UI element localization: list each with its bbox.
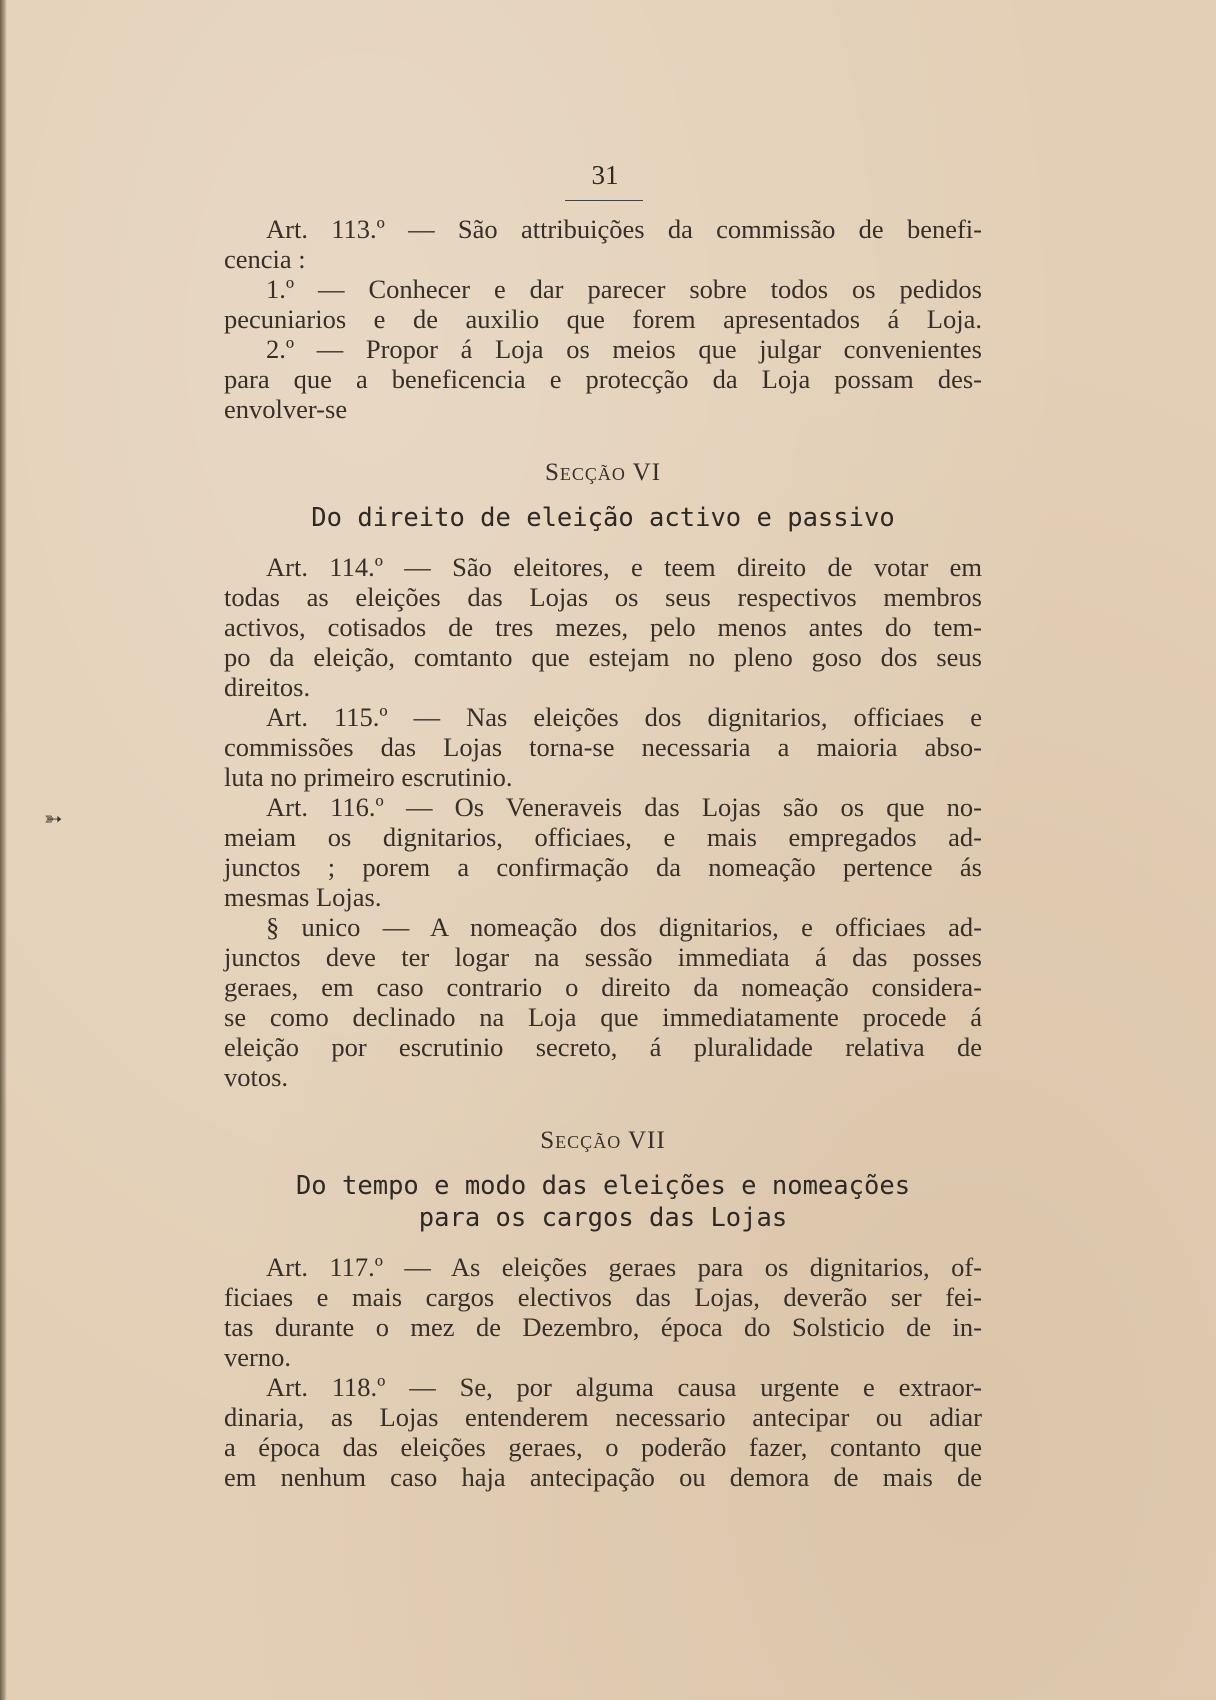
text-line: votos.	[224, 1062, 289, 1092]
text-line: luta no primeiro escrutinio.	[224, 762, 513, 792]
text-line: Art. 115.º — Nas eleições dos dignitarios, officiaes e	[266, 702, 982, 732]
text-line: activos, cotisados de tres mezes, pelo menos antes do tem-	[224, 612, 982, 642]
text-line: geraes, em caso contrario o direito da nomeação considera-	[224, 972, 982, 1002]
text-line: cencia :	[224, 244, 306, 274]
article-116	[224, 792, 982, 912]
text-line: direitos.	[224, 672, 311, 702]
text-line: Art. 116.º — Os Veneraveis das Lojas são os que no-	[266, 792, 982, 822]
section-title: Do direito de eleição activo e passivo	[311, 503, 895, 533]
text-line: todas as eleições das Lojas os seus respectivos membros	[224, 582, 982, 612]
section-title	[224, 1170, 982, 1234]
text-line: envolver-se	[224, 394, 348, 424]
text-line: Art. 117.º — As eleições geraes para os dignitarios, of-	[266, 1252, 982, 1282]
text-line: commissões das Lojas torna-se necessaria a maioria abso-	[224, 732, 982, 762]
text-line: Art. 118.º — Se, por alguma causa urgente e extraor-	[266, 1372, 982, 1402]
text-line: eleição por escrutinio secreto, á pluralidade relativa de	[224, 1032, 982, 1062]
text-line: 1.º — Conhecer e dar parecer sobre todos os pedidos	[266, 274, 982, 304]
article-114	[224, 552, 982, 702]
page-left-edge	[0, 0, 7, 1700]
section-label: Secção VII	[540, 1127, 666, 1154]
text-line: para que a beneficencia e protecção da Loja possam des-	[224, 364, 982, 394]
text-line: verno.	[224, 1342, 291, 1372]
text-line: ficiaes e mais cargos electivos das Lojas, deverão ser fei-	[224, 1282, 982, 1312]
text-line: Art. 113.º — São attribuições da commissão de benefi-	[266, 214, 982, 244]
section-label: Secção VI	[544, 459, 662, 486]
section-title-line: para os cargos das Lojas	[418, 1203, 788, 1233]
page-body	[224, 214, 982, 1492]
page-number: 31	[591, 160, 619, 190]
margin-mark: ➳	[44, 806, 63, 831]
text-line: junctos deve ter logar na sessão immediata á das posses	[224, 942, 982, 972]
section-title-line: Do tempo e modo das eleições e nomeações	[295, 1171, 911, 1201]
text-line: 2.º — Propor á Loja os meios que julgar convenientes	[266, 334, 982, 364]
article-115	[224, 702, 982, 792]
text-line: dinaria, as Lojas entenderem necessario antecipar ou adiar	[224, 1402, 982, 1432]
text-line: tas durante o mez de Dezembro, época do Solsticio de in-	[224, 1312, 982, 1342]
paragraph-unico	[224, 912, 982, 1092]
text-line: junctos ; porem a confirmação da nomeação pertence ás	[224, 852, 982, 882]
page-number-rule	[565, 200, 643, 201]
article-113	[224, 214, 982, 424]
text-line: em nenhum caso haja antecipação ou demora de mais de	[224, 1462, 982, 1492]
article-117	[224, 1252, 982, 1372]
text-line: se como declinado na Loja que immediatamente procede á	[224, 1002, 982, 1032]
article-118	[224, 1372, 982, 1492]
text-line: mesmas Lojas.	[224, 882, 382, 912]
text-line: meiam os dignitarios, officiaes, e mais empregados ad-	[224, 822, 982, 852]
text-line: § unico — A nomeação dos dignitarios, e officiaes ad-	[266, 912, 982, 942]
text-line: pecuniarios e de auxilio que forem apresentados á Loja.	[224, 304, 982, 334]
text-line: Art. 114.º — São eleitores, e teem direito de votar em	[266, 552, 982, 582]
text-line: a época das eleições geraes, o poderão fazer, contanto que	[224, 1432, 982, 1462]
text-line: po da eleição, comtanto que estejam no pleno goso dos seus	[224, 642, 982, 672]
